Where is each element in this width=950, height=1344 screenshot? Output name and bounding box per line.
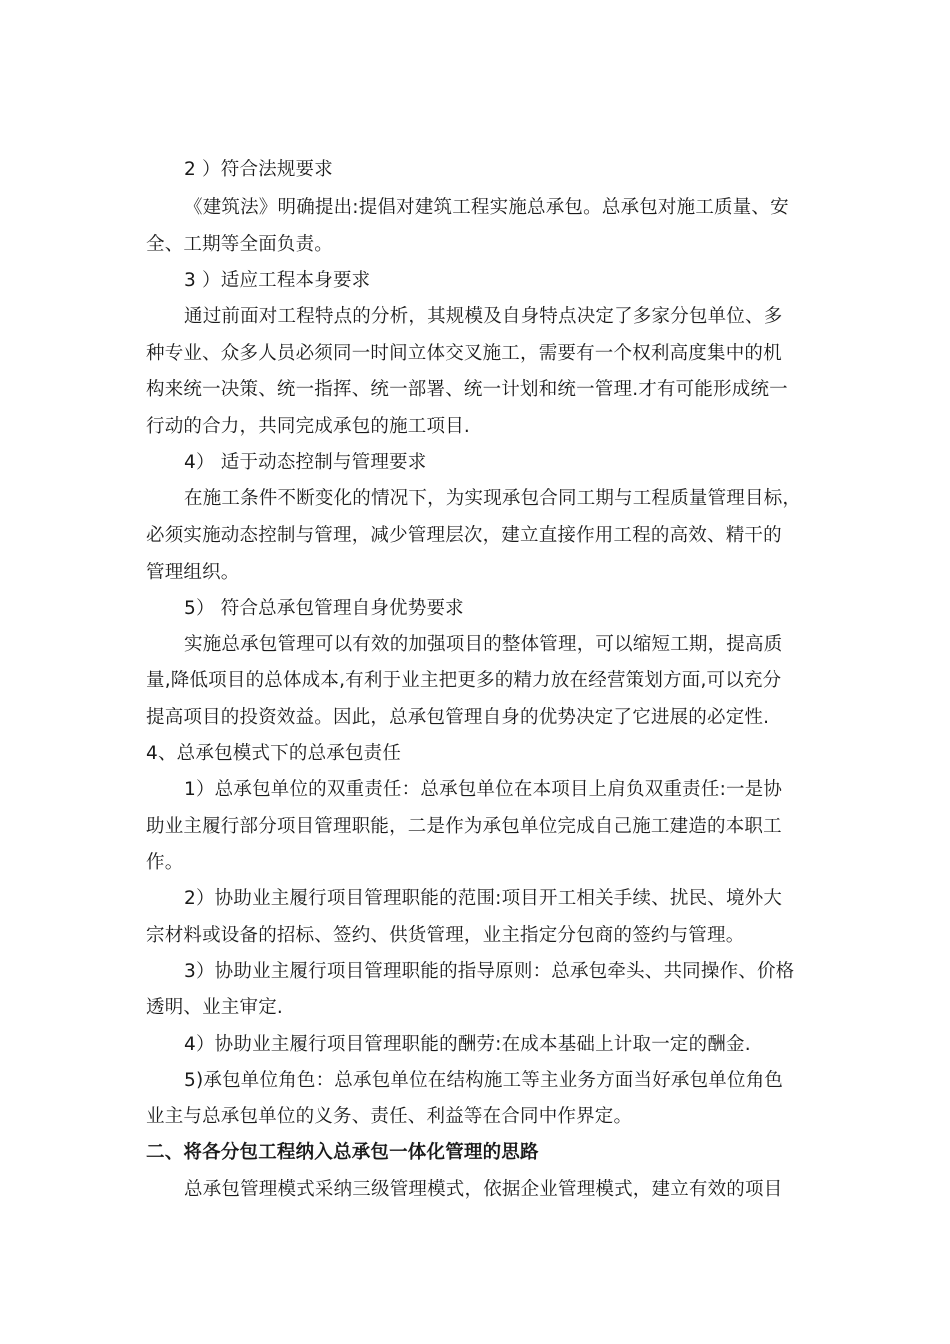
paragraph-line: 4）协助业主履行项目管理职能的酬劳:在成本基础上计取一定的酬金. [184, 1034, 751, 1055]
paragraph-line: 种专业、众多人员必须同一时间立体交叉施工，需要有一个权利高度集中的机 [146, 343, 782, 364]
paragraph-line: 宗材料或设备的招标、签约、供货管理，业主指定分包商的签约与管理。 [146, 925, 745, 946]
paragraph-line: 作。 [146, 852, 184, 873]
paragraph-line: 5)承包单位角色：总承包单位在结构施工等主业务方面当好承包单位角色 [184, 1070, 784, 1091]
section-heading: 4、总承包模式下的总承包责任 [146, 743, 402, 764]
paragraph-line: 1）总承包单位的双重责任：总承包单位在本项目上肩负双重责任:一是协 [184, 779, 783, 800]
paragraph-line: 3）协助业主履行项目管理职能的指导原则：总承包牵头、共同操作、价格 [184, 961, 795, 982]
paragraph-line: 在施工条件不断变化的情况下，为实现承包合同工期与工程质量管理目标， [184, 488, 802, 509]
paragraph-line: 业主与总承包单位的义务、责任、利益等在合同中作界定。 [146, 1106, 633, 1127]
paragraph-line: 提高项目的投资效益。因此，总承包管理自身的优势决定了它进展的必定性. [146, 707, 770, 728]
paragraph-line: 实施总承包管理可以有效的加强项目的整体管理，可以缩短工期，提高质 [184, 634, 783, 655]
paragraph-line: 行动的合力，共同完成承包的施工项目. [146, 416, 470, 437]
paragraph-line: 《建筑法》明确提出:提倡对建筑工程实施总承包。总承包对施工质量、安 [184, 197, 789, 218]
paragraph-line: 透明、业主审定. [146, 997, 283, 1018]
paragraph-line: 管理组织。 [146, 562, 240, 583]
paragraph-line: 总承包管理模式采纳三级管理模式，依据企业管理模式，建立有效的项目 [184, 1179, 783, 1200]
paragraph-line: 量,降低项目的总体成本,有利于业主把更多的精力放在经营策划方面,可以充分 [146, 670, 782, 691]
subheading-4: 4） 适于动态控制与管理要求 [184, 452, 427, 473]
paragraph-line: 全、工期等全面负责。 [146, 234, 334, 255]
paragraph-line: 通过前面对工程特点的分析，其规模及自身特点决定了多家分包单位、多 [184, 306, 783, 327]
subheading-2: 2 ）符合法规要求 [184, 159, 333, 180]
subheading-3: 3 ）适应工程本身要求 [184, 270, 371, 291]
subheading-5: 5） 符合总承包管理自身优势要求 [184, 598, 464, 619]
paragraph-line: 2）协助业主履行项目管理职能的范围:项目开工相关手续、扰民、境外大 [184, 888, 783, 909]
major-heading: 二、将各分包工程纳入总承包一体化管理的思路 [146, 1142, 539, 1163]
paragraph-line: 构来统一决策、统一指挥、统一部署、统一计划和统一管理.才有可能形成统一 [146, 379, 788, 400]
paragraph-line: 助业主履行部分项目管理职能，二是作为承包单位完成自己施工建造的本职工 [146, 816, 782, 837]
paragraph-line: 必须实施动态控制与管理，减少管理层次，建立直接作用工程的高效、精干的 [146, 525, 782, 546]
